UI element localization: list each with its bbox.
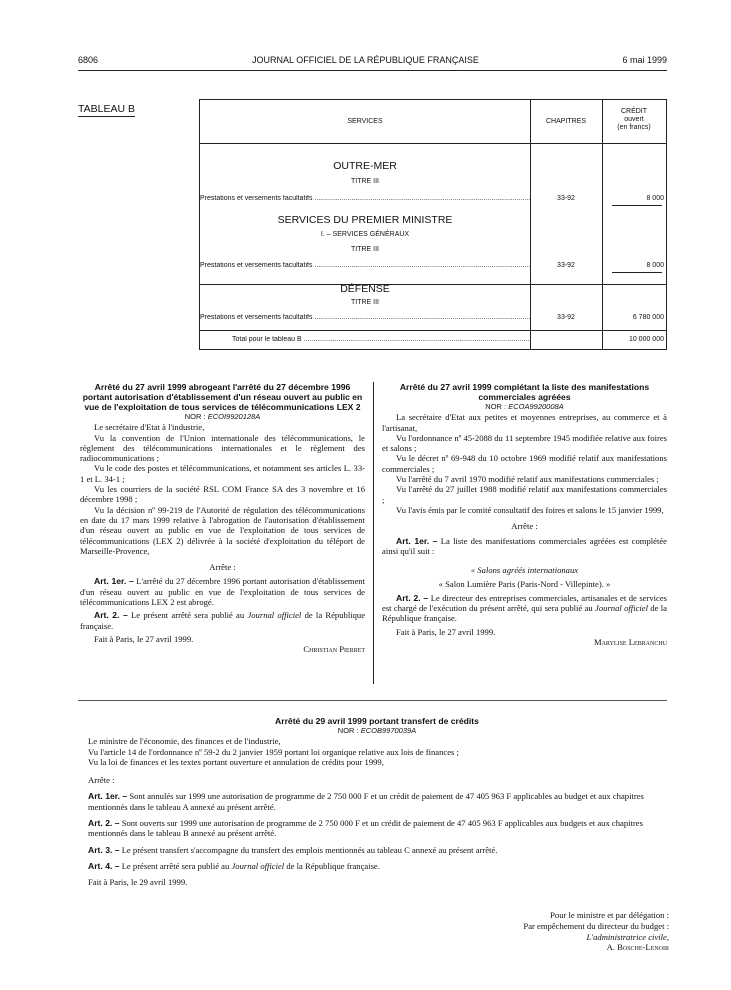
article-4 [88, 861, 666, 871]
col-header-credit-line1: CRÉDIT [620, 108, 648, 115]
paragraph: La secrétaire d'Etat aux petites et moyennes entreprises, au commerce et à l'artisanat, [382, 412, 667, 433]
signature: Christian Pierret [303, 644, 365, 655]
article-title: Arrêté du 27 avril 1999 complétant la liste des manifestations commerciales agréées [399, 382, 650, 402]
left-article [80, 382, 365, 655]
paragraph: Vu l'avis émis par le comité consultatif des foires et salons le 15 janvier 1999, [396, 504, 664, 515]
journal-officiel-ref: Journal officiel [231, 860, 285, 871]
article-label: Art. 1er. – [396, 535, 438, 546]
table-divider [530, 100, 531, 349]
paragraph: Le ministre de l'économie, des finances et de l'industrie, [88, 736, 281, 747]
article-text: La liste des manifestations commerciales agréées est complétée ainsi qu'il suit : [382, 535, 667, 556]
nor-label: NOR : [184, 412, 206, 421]
date-place: Fait à Paris, le 27 avril 1999. [94, 633, 194, 644]
article-2 [80, 610, 365, 631]
section-subtitle: I. – SERVICES GÉNÉRAUX [320, 231, 410, 238]
credits-table [199, 99, 667, 350]
paragraph: Vu l'ordonnance nº 45-2088 du 11 septembre 1945 modifiée relative aux foires et salons ; [382, 432, 667, 454]
nor-code: ECOI9920128A [207, 412, 261, 421]
article-label: Art. 4. – [88, 860, 120, 871]
article-text: Sont ouverts sur 1999 une autorisation de programme de 2 750 000 F et un crédit de paiement de 47 405 963 F applicables aux budgets et aux chapitres mentionnés dans le tableau B annexé au présent arrêté. [88, 818, 643, 839]
arrete-label: Arrête : [209, 562, 236, 573]
col-header-credit-line2: ouvert [624, 116, 644, 123]
article-1 [88, 791, 666, 812]
salon-item: « Salon Lumière Paris (Paris-Nord - Villepinte). » [438, 579, 611, 590]
table-row-chapter: 33-92 [557, 314, 575, 321]
paragraph: Vu le code des postes et télécommunications, et notamment ses articles L. 33-1 et L. 34-1 ; [80, 463, 365, 484]
closing-block [429, 910, 669, 953]
article-2 [88, 818, 666, 839]
paragraph: Vu la convention de l'Union internationale des télécommunications, le règlement des télécommunications internationales et le règlement des radiocommunications ; [80, 432, 365, 464]
article-2 [382, 593, 667, 624]
article-3 [88, 845, 666, 855]
table-row-label: Prestations et versements facultatifs ..... [200, 314, 530, 321]
article-text: Le présent arrêté sera publié au [121, 860, 230, 871]
closing-line: Pour le ministre et par délégation : [550, 910, 669, 920]
section-titre: TITRE III [351, 246, 379, 253]
article-text: Le directeur des entreprises commerciales, artisanales et de services est chargé de l'exécution du présent arrêté, qui sera publié au [382, 592, 667, 614]
paragraph: Vu la loi de finances et les textes portant ouverture et annulation de crédits pour 1999, [88, 756, 384, 767]
amount-underline [612, 272, 662, 273]
nor-reference [88, 726, 666, 736]
article-label: Art. 3. – [88, 844, 120, 855]
arrete-label: Arrête : [511, 521, 538, 532]
table-total-rule [200, 330, 666, 331]
header-rule [78, 70, 667, 71]
paragraph: Vu l'arrêté du 27 juillet 1988 modifié relatif aux manifestations commerciales ; [382, 484, 667, 505]
table-divider [602, 100, 603, 349]
article-title: Arrêté du 29 avril 1999 portant transfert de crédits [275, 716, 479, 726]
amount-underline [612, 205, 662, 206]
article-label: Art. 2. – [94, 610, 128, 621]
table-row-amount: 6 780 000 [632, 314, 664, 321]
article-1 [80, 576, 365, 607]
table-row-label: Prestations et versements facultatifs ..... [200, 262, 530, 269]
arrete-label: Arrête : [88, 775, 115, 786]
nor-reference [80, 412, 365, 422]
table-total-amount: 10 000 000 [628, 336, 664, 343]
journal-title: JOURNAL OFFICIEL DE LA RÉPUBLIQUE FRANÇAISE [252, 55, 479, 65]
article-label: Art. 2. – [88, 818, 120, 829]
col-header-credit-line3: (en francs) [617, 124, 651, 131]
article-title: Arrêté du 27 avril 1999 abrogeant l'arrêté du 27 décembre 1996 portant autorisation d'établissement d'un réseau ouvert au public en vue de l'exploitation de tous services de télécommunications LEX 2 [82, 382, 363, 412]
section-rule [78, 700, 667, 701]
nor-code: ECOA9920008A [508, 402, 564, 411]
signature: A. Bosche-Lenoir [606, 942, 669, 953]
section-title: DÉFENSE [340, 283, 390, 295]
article-text: Sont annulés sur 1999 une autorisation de programme de 2 750 000 F et un crédit de paiement de 47 405 963 F applicables au budget et aux chapitres mentionnés dans le tableau A annexé au présent arrêté. [88, 791, 644, 812]
article-text: de la République française. [382, 603, 667, 624]
table-header-rule [200, 143, 666, 144]
section-title: OUTRE-MER [333, 160, 397, 172]
issue-date: 6 mai 1999 [622, 55, 667, 65]
paragraph: Vu le décret nº 69-948 du 10 octobre 1969 modifié relatif aux manifestations commerciales ; [382, 453, 667, 474]
table-label: TABLEAU B [78, 103, 135, 115]
col-header-services: SERVICES [347, 118, 383, 125]
signature: Marylise Lebranchu [593, 636, 667, 647]
article-label: Art. 1er. – [88, 791, 128, 802]
journal-officiel-ref: Journal officiel [247, 610, 302, 621]
bottom-article [88, 716, 666, 888]
nor-label: NOR : [485, 402, 507, 411]
table-row-chapter: 33-92 [557, 262, 575, 269]
table-row-chapter: 33-92 [557, 195, 575, 202]
table-row-label: Prestations et versements facultatifs ..... [200, 195, 530, 202]
nor-code: ECOB9970039A [360, 726, 417, 735]
table-row-amount: 8 000 [646, 195, 664, 202]
section-titre: TITRE III [351, 299, 379, 306]
article-label: Art. 2. – [396, 592, 429, 603]
salons-heading: « Salons agréés internationaux [470, 565, 579, 576]
date-place: Fait à Paris, le 29 avril 1999. [88, 877, 188, 888]
article-label: Art. 1er. – [94, 576, 134, 587]
page-number: 6806 [78, 55, 99, 65]
nor-label: NOR : [337, 726, 359, 735]
column-separator [373, 382, 374, 684]
article-1 [382, 536, 667, 557]
col-header-chapitres: CHAPITRES [545, 118, 587, 125]
paragraph: Le secrétaire d'Etat à l'industrie, [94, 422, 205, 433]
paragraph: Vu les courriers de la société RSL COM France SA des 3 novembre et 16 décembre 1998 ; [80, 484, 365, 505]
section-title: SERVICES DU PREMIER MINISTRE [277, 214, 453, 226]
paragraph: Vu l'article 14 de l'ordonnance nº 59-2 du 2 janvier 1959 portant loi organique relative aux lois de finances ; [88, 746, 459, 757]
paragraph: Vu la décision nº 99-219 de l'Autorité de régulation des télécommunications en date du 17 mars 1999 relative à l'abrogation de l'autorisation d'établissement d'un réseau ouvert au public en vue de l'exploitation de tous services de télécommunications (LEX 2) délivrée à la société d'exploitation du téléport de Marseille-Provence, [80, 504, 365, 556]
nor-reference [382, 402, 667, 412]
article-text: Le présent transfert s'accompagne du transfert des emplois mentionnés au tableau C annexé au présent arrêté. [121, 844, 498, 855]
article-text: de la République française. [286, 860, 380, 871]
section-titre: TITRE III [351, 178, 379, 185]
article-text: Le présent arrêté sera publié au [131, 610, 245, 621]
journal-officiel-ref: Journal officiel [595, 603, 648, 614]
paragraph: Vu l'arrêté du 7 avril 1970 modifié relatif aux manifestations commerciales ; [396, 474, 659, 485]
right-article [382, 382, 667, 647]
table-row-amount: 8 000 [646, 262, 664, 269]
table-total-label: Total pour le tableau B ..... [232, 336, 530, 343]
article-text: de la République française. [80, 610, 366, 631]
col-header-credit [602, 108, 666, 132]
closing-line: Par empêchement du directeur du budget : [523, 920, 669, 931]
closing-line: L'administratrice civile, [586, 931, 669, 942]
article-text: L'arrêté du 27 décembre 1996 portant autorisation d'établissement d'un réseau ouvert au public en vue de l'exploitation de tous services de télécommunications LEX 2 est abrogé. [80, 576, 365, 608]
date-place: Fait à Paris, le 27 avril 1999. [396, 626, 496, 637]
